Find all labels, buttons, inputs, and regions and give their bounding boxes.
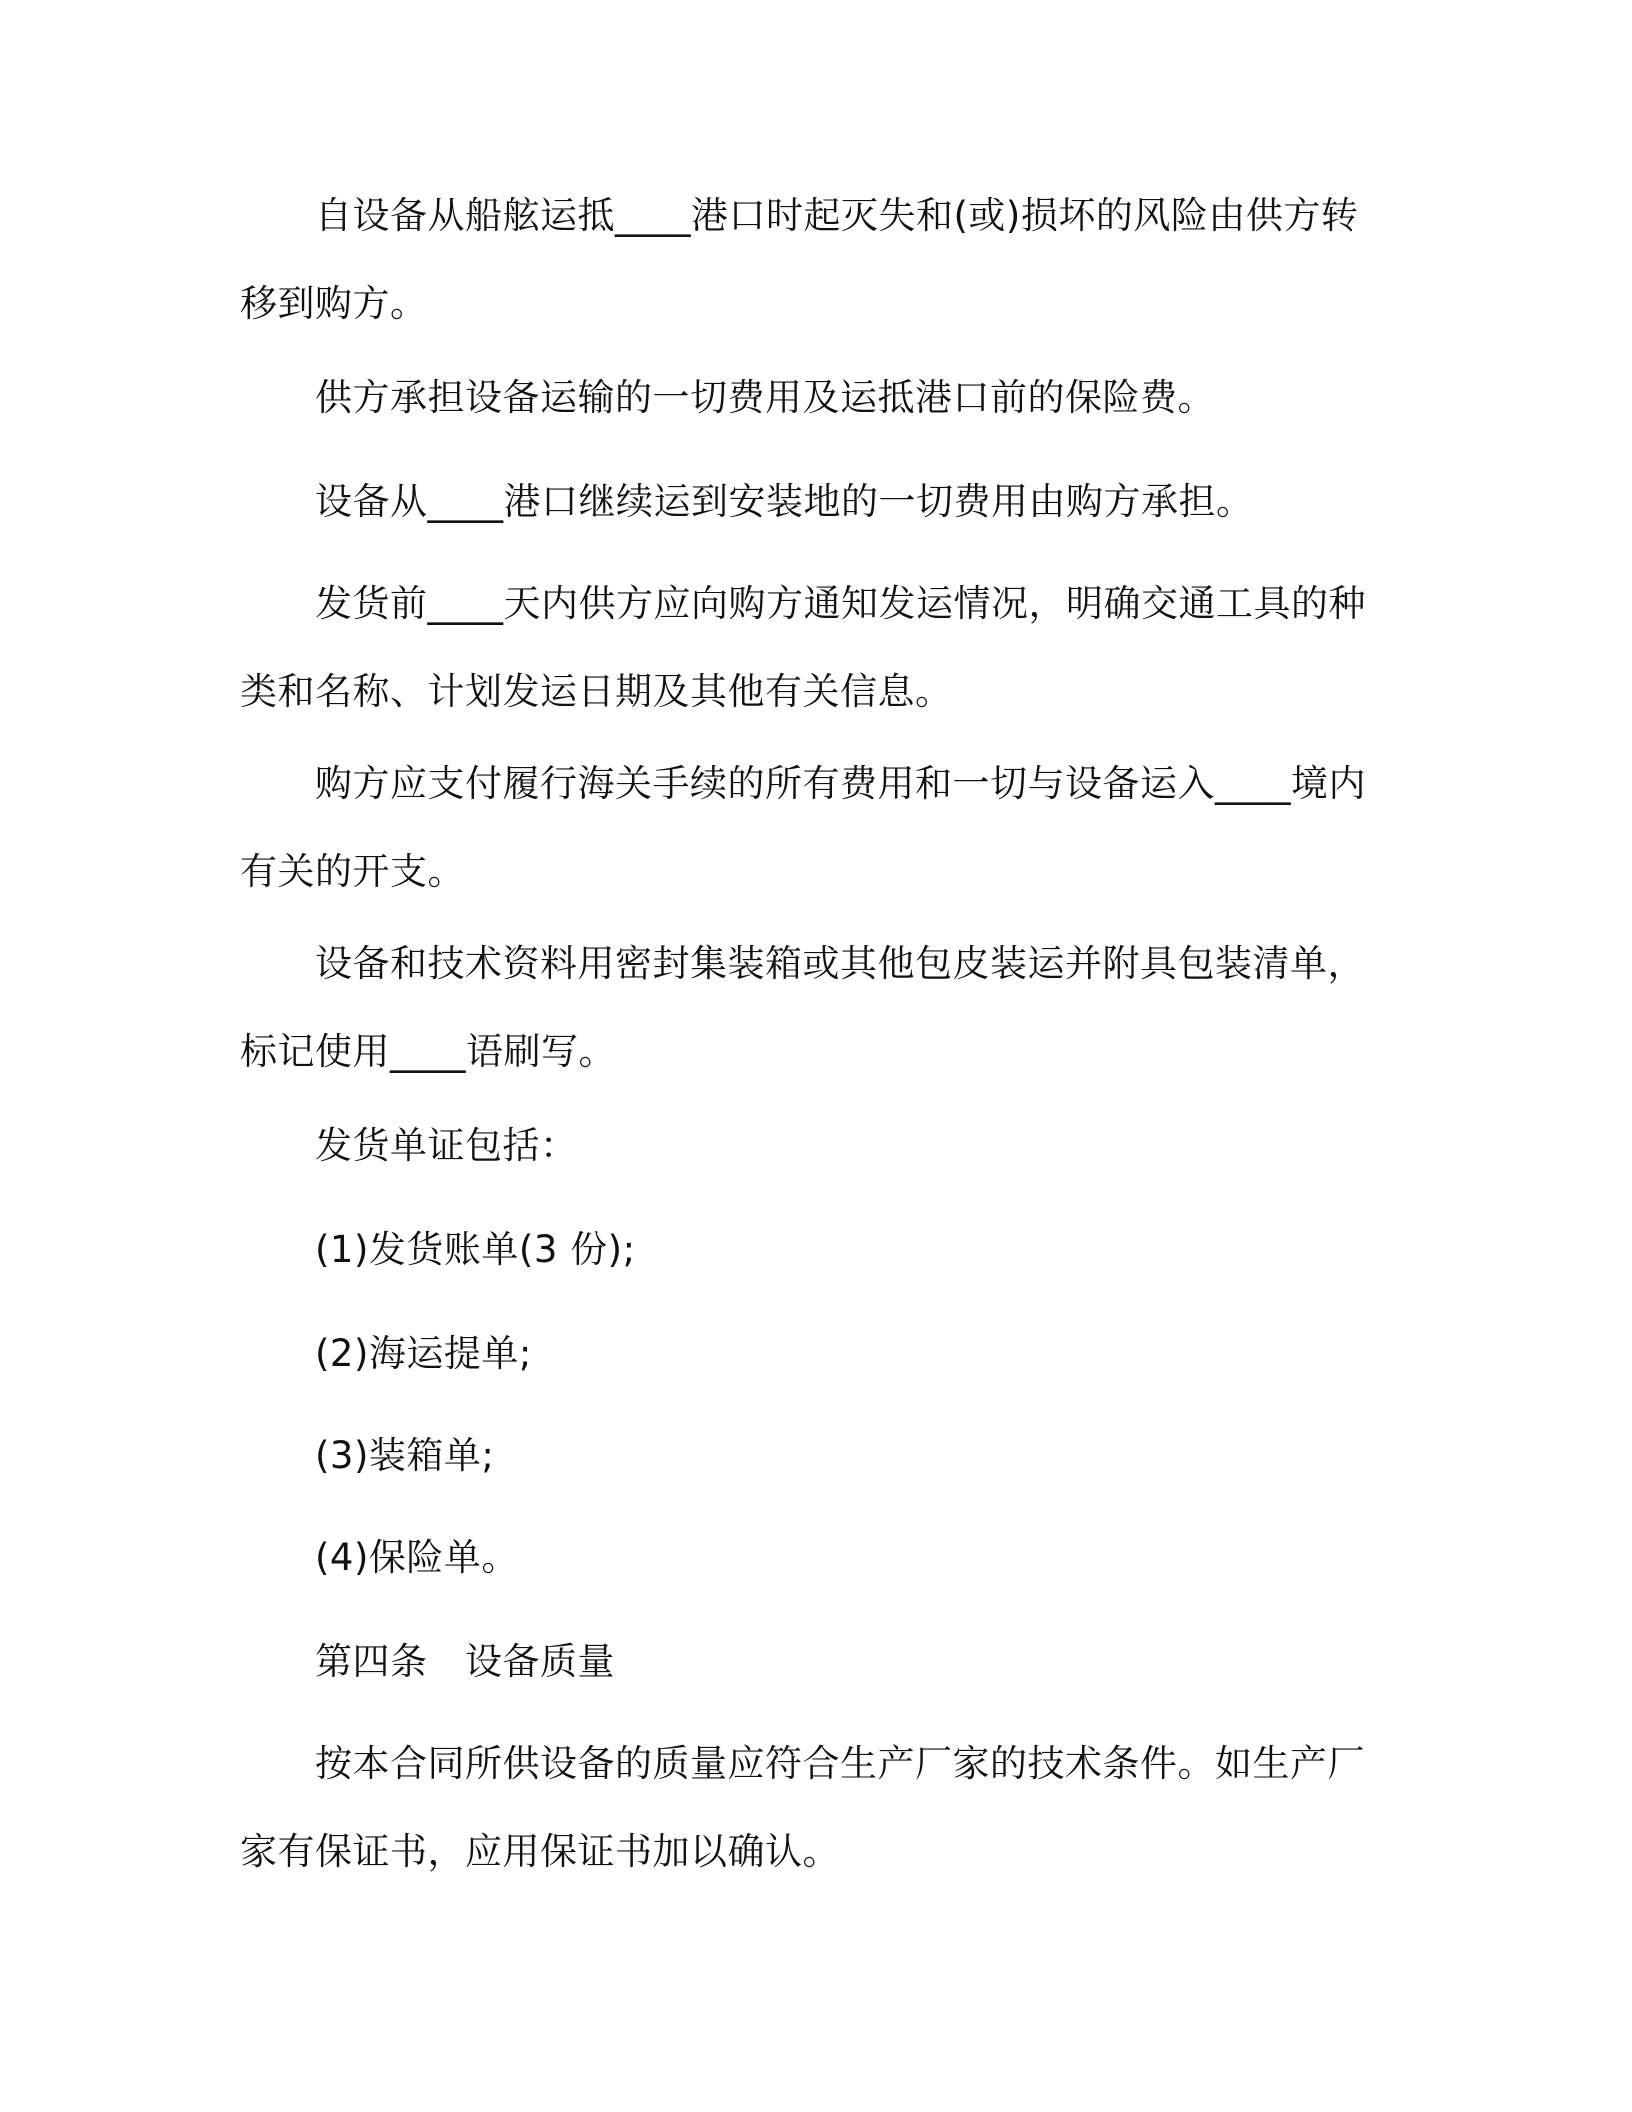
paragraph-shipping-notice: 发货前____天内供方应向购方通知发运情况，明确交通工具的种类和名称、计划发运日期及其他有关信息。: [240, 582, 1366, 713]
paragraph-risk-transfer: 自设备从船舷运抵____港口时起灭失和(或)损坏的风险由供方转移到购方。: [240, 194, 1359, 325]
list-item-invoice: (1)发货账单(3 份);: [315, 1228, 636, 1271]
paragraph-customs-fees: 购方应支付履行海关手续的所有费用和一切与设备运入____境内有关的开支。: [240, 762, 1366, 893]
paragraph-shipping-documents: 发货单证包括：: [315, 1124, 578, 1167]
list-item-bill-of-lading: (2)海运提单;: [315, 1332, 532, 1375]
paragraph-transport-costs: 供方承担设备运输的一切费用及运抵港口前的保险费。: [315, 376, 1215, 419]
list-item-insurance: (4)保险单。: [315, 1536, 519, 1579]
list-item-packing-list: (3)装箱单;: [315, 1434, 495, 1477]
section-heading-quality: 第四条 设备质量: [315, 1640, 615, 1683]
paragraph-onward-costs: 设备从____港口继续运到安装地的一切费用由购方承担。: [315, 480, 1254, 523]
paragraph-packaging: 设备和技术资料用密封集装箱或其他包皮装运并附具包装清单，标记使用____语刷写。: [240, 942, 1365, 1073]
paragraph-quality-standard: 按本合同所供设备的质量应符合生产厂家的技术条件。如生产厂家有保证书，应用保证书加以确认。: [240, 1742, 1365, 1873]
